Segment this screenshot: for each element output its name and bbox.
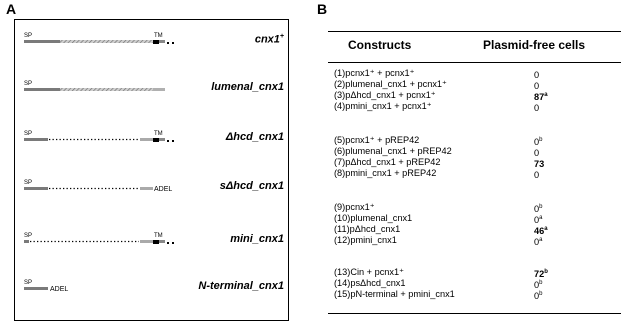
row-number: (11): [334, 224, 350, 234]
row-construct-text: pmini_cnx1: [350, 235, 397, 245]
row-value-number: 0: [534, 103, 540, 114]
transmembrane-segment: [153, 138, 159, 142]
row-construct: [334, 235, 397, 246]
construct-schematic-lumenal: [23, 76, 193, 98]
row-plasmid-free-value: [534, 101, 539, 114]
signal-peptide-segment: [24, 240, 29, 243]
row-construct-text: pcnx1⁺: [345, 202, 375, 212]
row-number: (9): [334, 202, 346, 212]
tm-label: TM: [154, 131, 163, 137]
row-value-footnote: a: [539, 215, 543, 221]
row-construct-text: pcnx1⁺ + pREP42: [345, 135, 420, 145]
row-number: (8): [334, 168, 346, 178]
row-value-footnote: b: [544, 269, 548, 275]
table-row: [334, 213, 621, 224]
row-construct: [334, 90, 436, 101]
table-row: [334, 289, 621, 300]
header-constructs: Constructs: [348, 38, 412, 52]
row-construct: [334, 267, 404, 278]
row-construct: [334, 202, 375, 213]
lumenal-domain-segment: [60, 40, 153, 43]
row-construct: [334, 278, 406, 289]
row-value-footnote: a: [544, 92, 548, 98]
row-number: (14): [334, 278, 351, 288]
signal-peptide-segment: [24, 187, 48, 190]
row-value-footnote: b: [539, 137, 543, 143]
row-number: (3): [334, 90, 346, 100]
header-plasmid-free-cells: Plasmid-free cells: [483, 38, 586, 52]
panel-a-constructs-diagram: [14, 19, 289, 321]
table-header-rule: [328, 62, 621, 63]
tail-dot: [167, 42, 169, 44]
row-value-number: 73: [534, 159, 545, 170]
table-row: [334, 267, 621, 278]
row-value-number: 0: [534, 70, 540, 81]
transmembrane-segment: [153, 240, 159, 244]
row-value-number: 72: [534, 269, 545, 280]
table-top-rule: [328, 31, 621, 32]
row-construct-text: plumenal_cnx1 + pREP42: [345, 146, 452, 156]
row-number: (7): [334, 157, 346, 167]
row-construct: [334, 157, 441, 168]
lumenal-domain-segment: [60, 88, 153, 91]
construct-lumenal-cnx1: [15, 76, 290, 100]
row-value-number: 0: [534, 204, 540, 215]
tail-dot: [172, 242, 174, 244]
table-bottom-rule: [328, 313, 621, 314]
retained-segment: [140, 187, 153, 190]
construct-schematic-mini: [23, 228, 193, 250]
table-row: [334, 224, 621, 235]
row-number: (10): [334, 213, 351, 223]
construct-n-terminal-cnx1: [15, 275, 290, 299]
row-number: (4): [334, 101, 346, 111]
row-construct-text: plumenal_cnx1 + pcnx1⁺: [345, 79, 447, 89]
sp-label: SP: [24, 81, 33, 87]
row-value-footnote: b: [539, 291, 543, 297]
construct-name: N-terminal_cnx1: [198, 280, 284, 292]
row-plasmid-free-value: [534, 289, 542, 302]
construct-schematic-sdhcd: [23, 175, 193, 197]
row-plasmid-free-value: [534, 168, 539, 181]
row-number: (5): [334, 135, 346, 145]
table-row: [334, 146, 621, 157]
row-value-number: 87: [534, 92, 545, 103]
row-construct-text: pΔhcd_cnx1 + pcnx1⁺: [345, 90, 436, 100]
adel-label: ADEL: [154, 186, 173, 193]
lumenal-end-segment: [153, 88, 165, 91]
row-construct: [334, 146, 452, 157]
transmembrane-segment: [153, 40, 159, 44]
row-number: (12): [334, 235, 351, 245]
table-row: [334, 101, 621, 112]
tail-dot: [172, 42, 174, 44]
construct-schematic-full: [23, 28, 193, 50]
row-number: (15): [334, 289, 351, 299]
row-construct-text: pmini_cnx1 + pcnx1⁺: [345, 101, 432, 111]
construct-name: mini_cnx1: [230, 233, 284, 245]
row-construct: [334, 68, 414, 79]
table-row: [334, 235, 621, 246]
row-construct-text: Cin + pcnx1⁺: [350, 267, 404, 277]
sp-label: SP: [24, 280, 33, 286]
row-value-number: 0: [534, 215, 540, 226]
row-value-number: 0: [534, 148, 540, 159]
row-value-footnote: b: [539, 204, 543, 210]
construct-dhcd-cnx1: [15, 126, 290, 150]
construct-cnx1-full: [15, 28, 290, 52]
cytosolic-tail-segment: [159, 138, 165, 141]
row-construct: [334, 213, 412, 224]
row-construct: [334, 289, 455, 300]
row-construct: [334, 224, 400, 235]
row-value-footnote: b: [539, 280, 543, 286]
row-value-number: 0: [534, 291, 540, 302]
table-row: [334, 68, 621, 79]
table-row: [334, 278, 621, 289]
row-construct: [334, 101, 432, 112]
retained-segment: [140, 138, 153, 141]
signal-peptide-segment: [24, 88, 60, 91]
row-construct: [334, 168, 436, 179]
construct-name: lumenal_cnx1: [211, 81, 284, 93]
tail-dot: [167, 140, 169, 142]
signal-peptide-segment: [24, 138, 48, 141]
sp-label: SP: [24, 233, 33, 239]
construct-sdhcd-cnx1: [15, 175, 290, 199]
row-plasmid-free-value: [534, 235, 542, 248]
row-number: (1): [334, 68, 346, 78]
construct-name: cnx1+: [254, 33, 284, 46]
row-construct-text: pN-terminal + pmini_cnx1: [350, 289, 455, 299]
table-row: [334, 90, 621, 101]
retained-segment: [140, 240, 153, 243]
row-value-number: 0: [534, 81, 540, 92]
row-value-number: 0: [534, 170, 540, 181]
row-number: (2): [334, 79, 346, 89]
construct-schematic-n-terminal: [23, 275, 193, 297]
tail-dot: [167, 242, 169, 244]
table-row: [334, 202, 621, 213]
cytosolic-tail-segment: [159, 240, 165, 243]
row-value-footnote: a: [544, 226, 548, 232]
row-construct-text: psΔhcd_cnx1: [350, 278, 406, 288]
signal-peptide-segment: [24, 287, 48, 290]
row-construct: [334, 79, 447, 90]
row-construct-text: pΔhcd_cnx1 + pREP42: [345, 157, 441, 167]
row-construct-text: plumenal_cnx1: [350, 213, 413, 223]
row-construct-text: pcnx1⁺ + pcnx1⁺: [345, 68, 415, 78]
row-value-number: 46: [534, 226, 545, 237]
row-number: (13): [334, 267, 351, 277]
row-value-number: 0: [534, 280, 540, 291]
adel-label: ADEL: [50, 286, 69, 293]
row-number: (6): [334, 146, 346, 156]
sp-label: SP: [24, 33, 33, 39]
construct-name: sΔhcd_cnx1: [219, 180, 284, 192]
sp-label: SP: [24, 131, 33, 137]
row-construct-text: pmini_cnx1 + pREP42: [345, 168, 437, 178]
table-row: [334, 135, 621, 146]
row-value-footnote: a: [539, 237, 543, 243]
table-row: [334, 79, 621, 90]
table-row: [334, 157, 621, 168]
signal-peptide-segment: [24, 40, 60, 43]
construct-name: Δhcd_cnx1: [225, 131, 284, 143]
construct-mini-cnx1: [15, 228, 290, 252]
construct-schematic-dhcd: [23, 126, 193, 148]
row-value-number: 0: [534, 237, 540, 248]
row-construct: [334, 135, 419, 146]
row-construct-text: pΔhcd_cnx1: [349, 224, 401, 234]
tail-dot: [172, 140, 174, 142]
row-value-number: 0: [534, 137, 540, 148]
sp-label: SP: [24, 180, 33, 186]
tm-label: TM: [154, 33, 163, 39]
panel-b-table: [328, 31, 621, 313]
tm-label: TM: [154, 233, 163, 239]
panel-b-letter: B: [317, 1, 328, 17]
cytosolic-tail-segment: [159, 40, 165, 43]
table-row: [334, 168, 621, 179]
panel-a-letter: A: [6, 1, 17, 17]
